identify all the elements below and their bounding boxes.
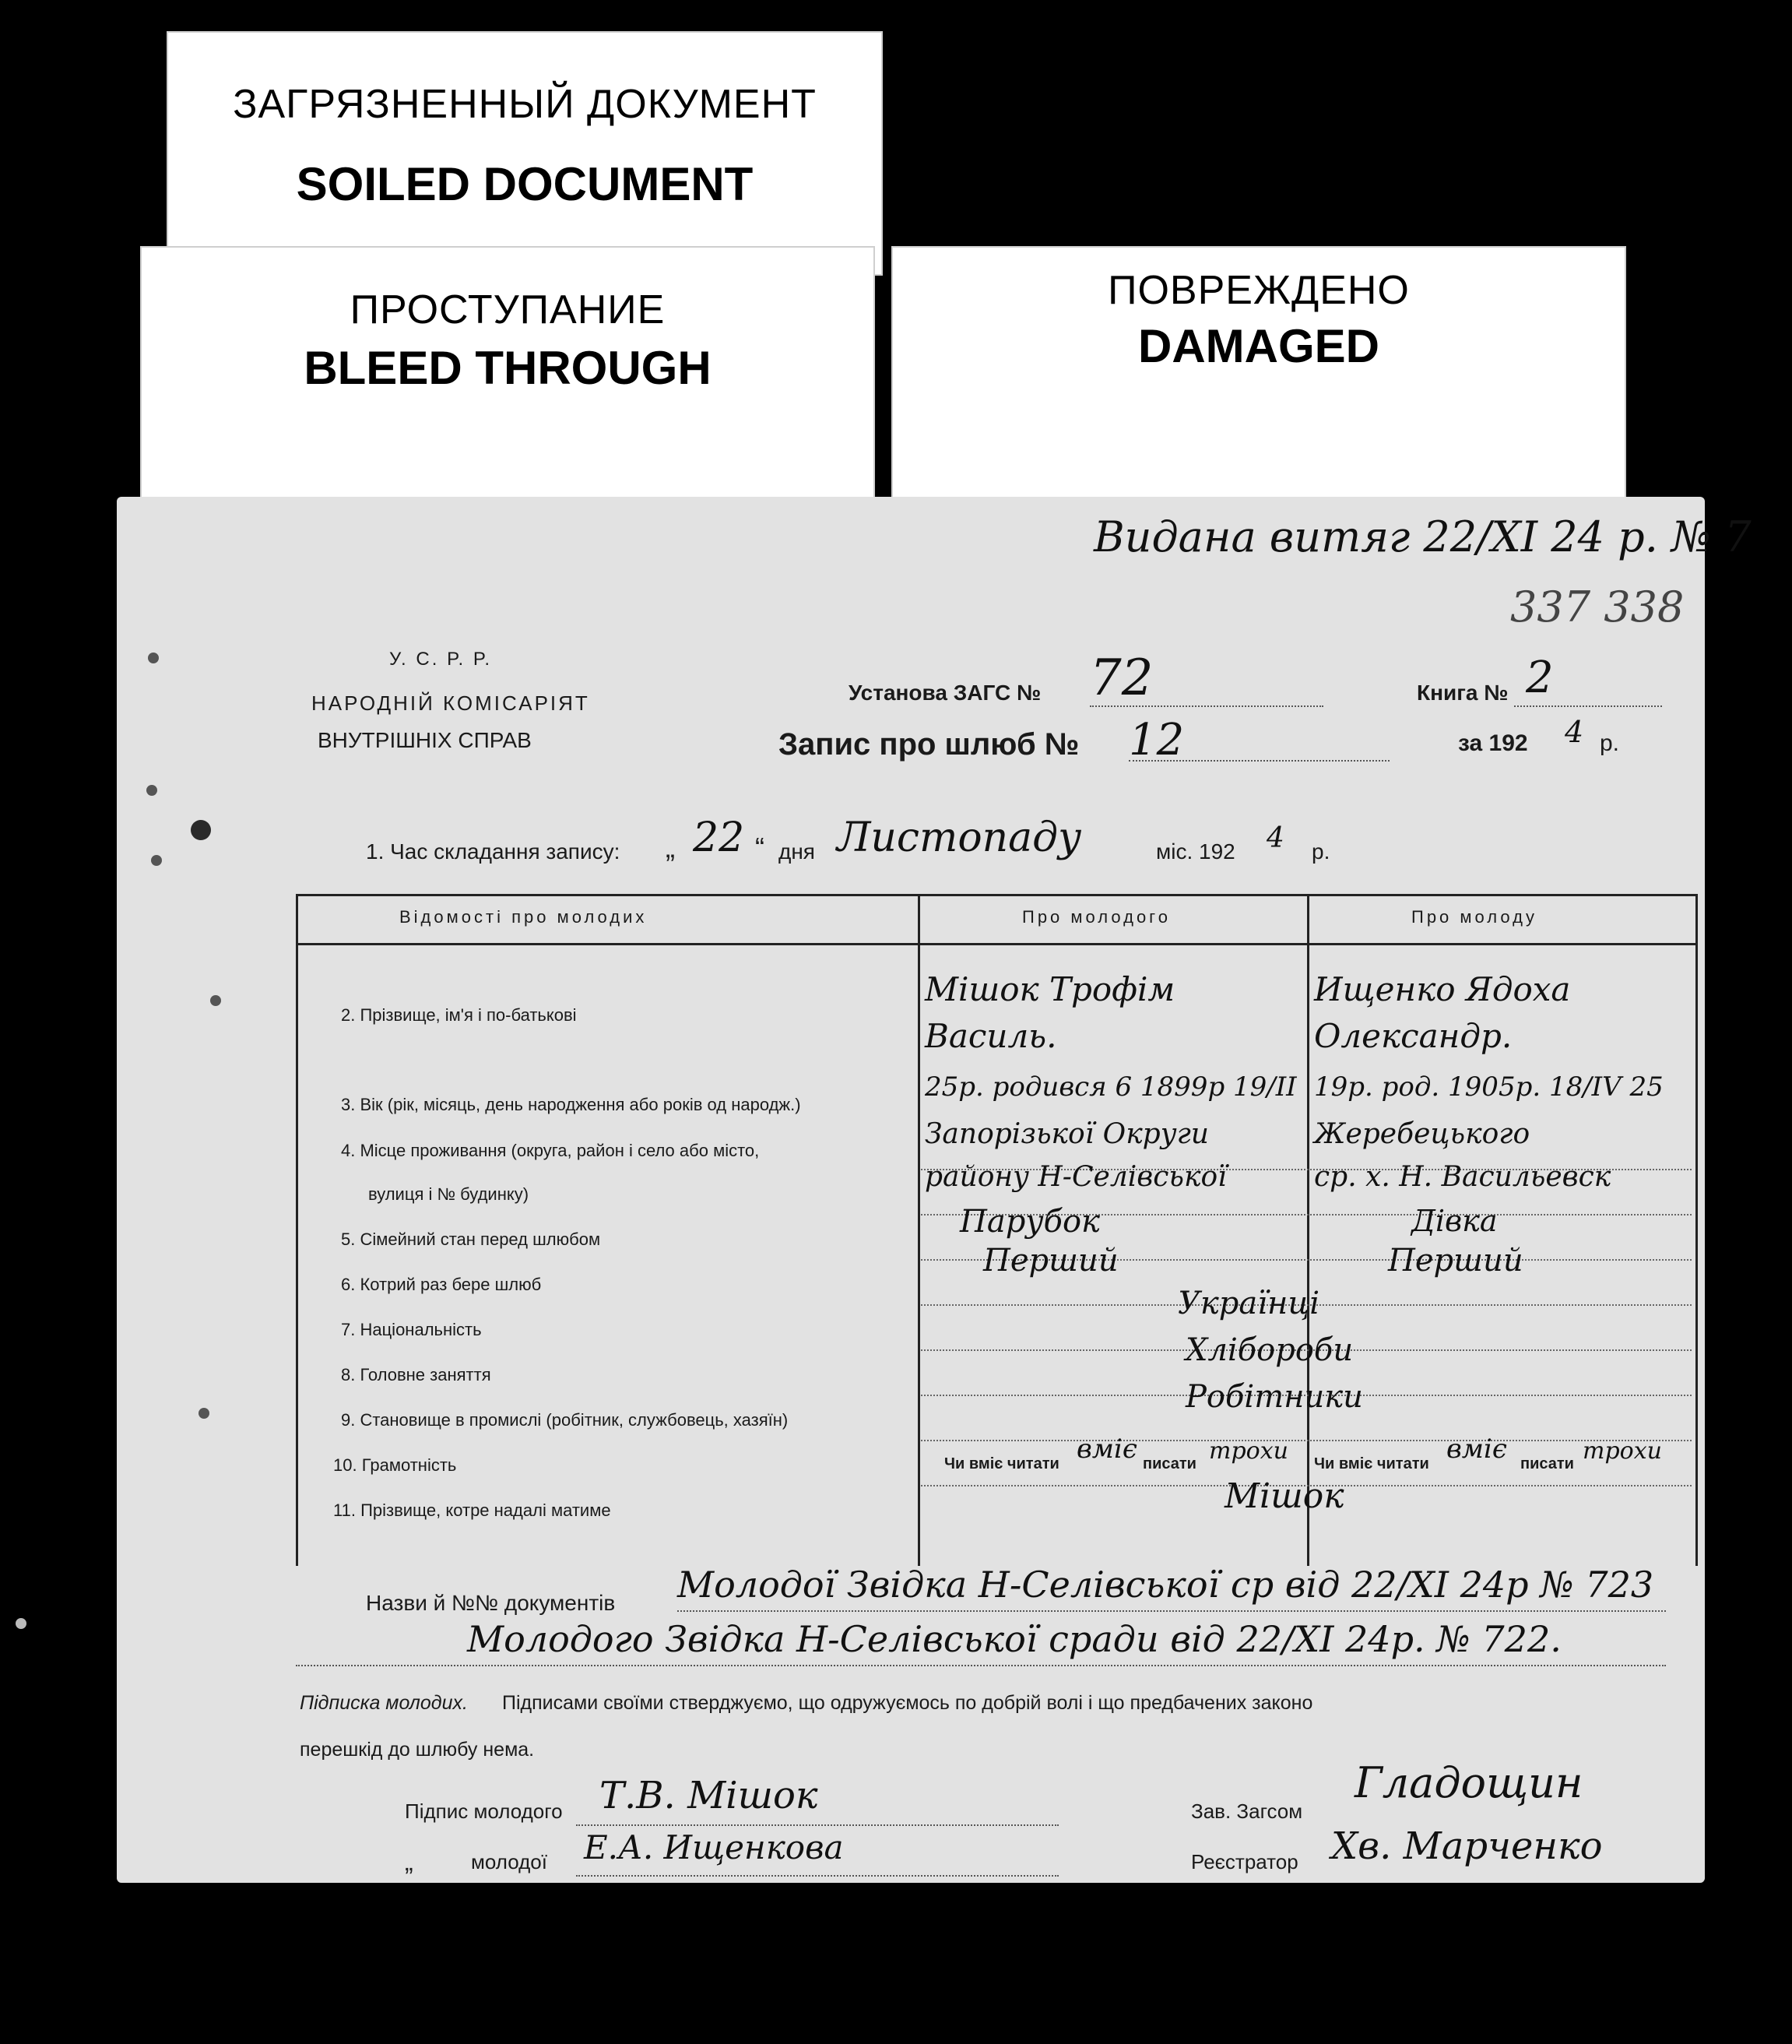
internal-affairs-header: ВНУТРІШНІХ СПРАВ [318,728,532,752]
groom-residence-1: Запорізької Округи [925,1118,1209,1150]
registrar-signature: Хв. Марченко [1331,1824,1603,1868]
groom-full-name: Мішок Трофім Василь. [925,970,1175,1055]
damaged-en-label: DAMAGED [1138,320,1379,372]
bride-full-name: Ищенко Ядоха Олександр. [1314,970,1571,1055]
row-label-residence-cont: вулиця і № будинку) [368,1184,529,1204]
row-label-nationality: 7. Національність [341,1320,482,1339]
groom-signature: Т.В. Мішок [599,1774,818,1817]
column-header-groom: Про молодого [1022,907,1171,927]
occupation-value: Хлібороби [1186,1332,1354,1368]
oath-text-1: Підписами своїми стверджуємо, що одружуємось по добрій волі і що предбачених законо [502,1692,1313,1714]
bride-marriage-count: Перший [1388,1243,1523,1279]
bride-residence-2: ср. х. Н. Васильевск [1314,1161,1611,1193]
year-prefix: за 192 [1458,730,1528,756]
bride-read-label: Чи вміє читати [1314,1455,1429,1472]
row-label-age: 3. Вік (рік, місяць, день народження або років од народж.) [341,1095,801,1114]
column-header-bride: Про молоду [1411,907,1537,927]
column-header-details: Відомості про молодих [399,907,648,927]
binding-hole [191,820,211,840]
record-year-digit: 4 [1267,822,1284,854]
record-day: 22 [693,814,745,861]
groom-signature-line [576,1824,1059,1826]
binding-hole [148,653,159,663]
groom-residence-2: району Н-Селівської [925,1161,1227,1193]
bride-read-value: вміє [1446,1434,1507,1465]
binding-hole [146,785,157,796]
groom-write-value: трохи [1209,1437,1288,1465]
record-number: 12 [1129,715,1185,765]
zags-number-line [1090,705,1323,707]
documents-line-2: Молодого Звідка Н-Селівської сради від 22/XI 24р. № 722. [467,1618,1562,1660]
commissariat-header: НАРОДНІЙ КОМІСАРІЯТ [311,691,590,715]
year-suffix: р. [1600,730,1620,756]
bleed-en-label: BLEED THROUGH [304,342,712,394]
nationality-value: Українці [1178,1286,1320,1321]
binding-hole [210,995,221,1006]
soiled-en-label: SOILED DOCUMENT [296,158,754,210]
binding-hole [151,855,162,866]
groom-read-value: вміє [1077,1434,1137,1465]
groom-write-label: писати [1143,1455,1196,1472]
position-value: Робітники [1186,1379,1363,1415]
record-date-label: 1. Час складання запису: [366,839,620,864]
month-year-label: міс. 192 [1156,839,1235,864]
registrar-label: Реєстратор [1191,1850,1298,1873]
soiled-ru-label: ЗАГРЯЗНЕННЫЙ ДОКУМЕНТ [233,82,817,127]
row-label-name: 2. Прізвище, ім'я і по-батькові [341,1005,577,1025]
issued-extract-note: Видана витяг 22/XI 24 р. № 7 [1094,512,1752,561]
documents-line [296,1665,1666,1666]
bride-signature-line [576,1875,1059,1877]
bride-age: 19р. род. 1905р. 18/IV 25 [1314,1071,1664,1103]
future-surname-value: Мішок [1225,1476,1344,1516]
soiled-document-card [167,31,883,276]
record-title: Запис про шлюб № [778,727,1080,762]
record-number-line [1129,760,1390,762]
ditto-mark: „ [405,1848,413,1876]
archive-page-numbers: 337 338 [1510,582,1685,631]
zags-office-number: 72 [1090,649,1154,707]
binding-hole [16,1618,26,1629]
row-label-marriage-count: 6. Котрий раз бере шлюб [341,1275,542,1294]
row-label-position: 9. Становище в промислі (робітник, службовець, хазяїн) [341,1410,789,1430]
ussr-header: У. С. Р. Р. [389,649,493,670]
oath-title: Підписка молодих. [300,1692,468,1714]
spouse-details-table [296,894,1698,1566]
bride-residence-1: Жеребецького [1314,1118,1530,1150]
row-label-residence: 4. Місце проживання (округа, район і село або місто, [341,1141,760,1160]
marriage-record-sheet [117,497,1752,1883]
book-label: Книга № [1417,681,1509,705]
damaged-ru-label: ПОВРЕЖДЕНО [1108,268,1410,313]
documents-label: Назви й №№ документів [366,1591,616,1615]
zags-office-label: Установа ЗАГС № [849,681,1042,705]
row-label-occupation: 8. Головне заняття [341,1365,491,1384]
documents-line-1: Молодої Звідка Н-Селівської ср від 22/XI 24р № 723 [677,1564,1654,1606]
day-word: дня [778,839,815,864]
groom-marriage-count: Перший [983,1243,1119,1279]
row-line [921,1440,1692,1441]
bleed-ru-label: ПРОСТУПАНИЕ [350,287,666,332]
bride-write-label: писати [1520,1455,1574,1472]
record-month: Листопаду [837,814,1082,861]
oath-text-2: перешкід до шлюбу нема. [300,1739,535,1761]
column-divider [1307,896,1309,1566]
quote-close: “ [755,832,764,864]
row-label-future-surname: 11. Прізвище, котре надалі матиме [333,1500,611,1520]
damaged-card [891,246,1626,514]
groom-signature-label: Підпис молодого [405,1799,563,1823]
bleed-through-card [140,246,875,514]
record-year-suffix: р. [1312,839,1330,864]
groom-age: 25р. родився 6 1899р 19/II [925,1071,1297,1103]
head-zags-signature: Гладощин [1355,1758,1583,1807]
head-zags-label: Зав. Загсом [1191,1799,1303,1823]
header-divider [298,943,1695,945]
groom-read-label: Чи вміє читати [944,1455,1059,1472]
book-number-line [1514,705,1662,707]
column-divider [918,896,920,1566]
quote-open: „ [666,832,675,864]
bride-marital-status: Дівка [1411,1204,1498,1238]
bride-write-value: трохи [1583,1437,1662,1465]
documents-line [677,1610,1666,1612]
bride-signature: Е.А. Ищенкова [584,1828,844,1866]
groom-marital-status: Парубок [960,1204,1100,1240]
binding-hole [199,1408,209,1419]
row-label-literacy: 10. Грамотність [333,1455,457,1475]
book-number: 2 [1526,653,1554,703]
bride-signature-label: молодої [471,1850,547,1873]
row-label-marital-status: 5. Сімейний стан перед шлюбом [341,1230,601,1249]
year-digit: 4 [1565,715,1584,749]
